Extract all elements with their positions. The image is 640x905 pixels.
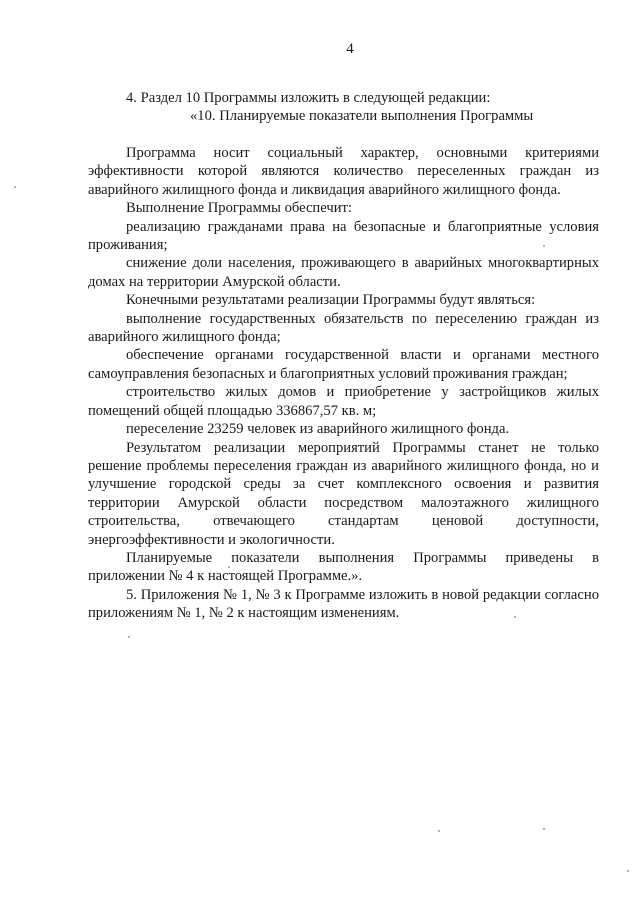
scan-speck: [14, 186, 16, 188]
scan-speck: [228, 566, 230, 568]
paragraph-authorities-provision: обеспечение органами государственной власти и органами местного самоуправления безопасных и благоприятных условий проживания граждан;: [88, 347, 599, 382]
paragraph-program-result: Результатом реализации мероприятий Программы станет не только решение проблемы переселения граждан из аварийного жилищного фонда, но и улучшение городской среды за счет комплексного освоения и развития территории Амурской области посредством малоэтажного жилищного строительства, отвечающего стандартам ценовой доступности, энергоэффективности и экологичности.: [88, 439, 599, 548]
scan-speck: [128, 636, 130, 638]
paragraph-indicators-appendix: Планируемые показатели выполнения Программы приведены в приложении № 4 к настоящей Программе.».: [88, 549, 599, 585]
paragraph-program-provides: Выполнение Программы обеспечит:: [126, 200, 352, 217]
scan-speck: [543, 828, 545, 830]
paragraph-state-obligations: выполнение государственных обязательств по переселению граждан из аварийного жилищного фонда;: [88, 310, 599, 346]
amendment-heading: 4. Раздел 10 Программы изложить в следующей редакции:: [126, 90, 491, 106]
section-title: «10. Планируемые показатели выполнения Программы: [190, 108, 534, 124]
paragraph-construction: строительство жилых домов и приобретение у застройщиков жилых помещений общей площадью 336867,57 кв. м;: [88, 384, 599, 419]
paragraph-final-results: Конечными результатами реализации Программы будут являться:: [126, 292, 536, 309]
page-number: 4: [346, 41, 354, 57]
body-text: [88, 144, 599, 623]
paragraph-population-reduction: снижение доли населения, проживающего в аварийных многоквартирных домах на территории Амурской области.: [88, 255, 599, 290]
paragraph-resettlement: переселение 23259 человек из аварийного жилищного фонда.: [126, 421, 510, 438]
paragraph-program-character: Программа носит социальный характер, основными критериями эффективности которой являются количество переселенных граждан из аварийного жилищного фонда и ликвидация аварийного жилищного фонда.: [88, 145, 599, 198]
paragraph-appendices-amendment: 5. Приложения № 1, № 3 к Программе изложить в новой редакции согласно приложениям № 1, № 2 к настоящим изменениям.: [88, 586, 599, 622]
scan-speck: [627, 870, 629, 872]
scan-speck: [543, 245, 545, 247]
scan-speck: [438, 830, 440, 832]
paragraph-right-realization: реализацию гражданами права на безопасные и благоприятные условия проживания;: [88, 218, 599, 254]
scan-speck: [514, 616, 516, 618]
